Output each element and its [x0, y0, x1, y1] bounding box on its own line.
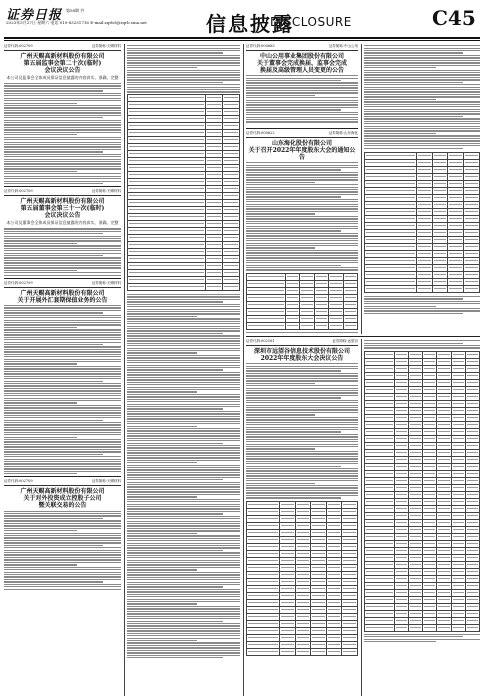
- bottom-left-half: [246, 339, 358, 696]
- section-rule: [246, 128, 358, 129]
- stock-code: 证券代码:002709: [4, 280, 33, 285]
- announcement-header: [4, 281, 121, 288]
- column-divider: [243, 44, 244, 696]
- column-divider: [361, 339, 362, 696]
- announcement-title: 广州天赐高新材料股份有限公司 第五届监事会第二十次(临时) 会议决议公告: [20, 53, 105, 74]
- data-table: [127, 94, 240, 291]
- bottom-right-half: [364, 339, 480, 696]
- announcement-header: [246, 44, 358, 51]
- body-text: [246, 162, 358, 271]
- stock-code: 证券代码:002709: [4, 479, 33, 484]
- stock-name: 证券简称:山东海化: [328, 131, 358, 135]
- edition-label: 第58期 共: [66, 8, 85, 13]
- section-title-en: DISCLOSURE: [270, 15, 352, 29]
- data-table: [364, 351, 480, 632]
- body-text: [127, 45, 240, 93]
- announcement-title: 广州天赐高新材料股份有限公司 第五届董事会第三十一次(临时) 会议决议公告: [20, 198, 105, 220]
- announcement-subtitle: 本公司及董事会全体成员保证信息披露的内容真实、准确、完整: [6, 220, 119, 226]
- column-1: [4, 44, 121, 696]
- data-table: [246, 273, 358, 330]
- column-divider: [124, 44, 125, 696]
- announcement-header: [246, 131, 358, 138]
- bottom-right-block: [246, 339, 480, 696]
- body-text: [246, 75, 358, 123]
- body-text: [246, 332, 358, 334]
- body-text: [246, 363, 358, 498]
- section-rule: [246, 336, 480, 337]
- announcement-title: 中山公用事业集团股份有限公司 关于董事会完成换届、监事会完成 换届及高级管理人员变更的公告: [256, 53, 347, 74]
- column-4-top: [364, 44, 480, 334]
- announcement-subtitle: 本公司及监事会全体成员保证信息披露的内容真实、准确、完整: [6, 75, 119, 80]
- announcement-header: [4, 479, 121, 486]
- stock-code: 证券代码:002709: [4, 44, 33, 48]
- announcement: [4, 281, 121, 475]
- header-rule-thin: [4, 40, 480, 41]
- stock-name: 证券简称:天赐材料: [91, 189, 121, 194]
- body-text: [127, 294, 240, 658]
- announcement-title: 广州天赐高新材料股份有限公司 关于对外投资成立控股子公司 暨关联交易的公告: [20, 488, 105, 510]
- page-number: C45: [432, 6, 476, 30]
- section-title-cn: 信息披露: [206, 12, 294, 36]
- header-rule: [4, 37, 480, 39]
- data-table: [364, 152, 480, 293]
- body-text: [364, 634, 480, 643]
- announcement-header: [4, 44, 121, 51]
- announcement: [4, 479, 121, 589]
- column-2: [127, 44, 240, 696]
- announcement: [4, 44, 121, 184]
- body-text: [4, 305, 121, 474]
- body-text: [4, 511, 121, 590]
- announcement-title: 山东海化股份有限公司 关于召开2022年年度股东大会的通知公告: [248, 140, 356, 161]
- stock-code: 证券代码:000685: [246, 44, 275, 48]
- stock-name: 证券简称:天赐材料: [91, 44, 121, 48]
- stock-code: 证券代码:000822: [246, 131, 275, 135]
- stock-name: 证券简称:天赐材料: [91, 479, 121, 484]
- stock-code: 证券代码:002709: [4, 189, 33, 194]
- announcement-title: 深圳市远望谷信息技术股份有限公司 2022年年度股东大会决议公告: [253, 348, 350, 362]
- info-line: 2023年5月27日 星期六 电话 010-83251716 E-mail:zqrb9@zqrb.sina.net: [6, 20, 147, 25]
- announcement: [4, 189, 121, 276]
- column-divider: [361, 44, 362, 334]
- announcement-header: [246, 339, 358, 346]
- body-text: [364, 296, 480, 314]
- stock-name: 证券简称:中山公用: [328, 44, 358, 48]
- stock-code: 证券代码:002161: [246, 339, 275, 343]
- stock-name: 证券简称:天赐材料: [91, 280, 121, 285]
- data-table: [246, 501, 358, 656]
- body-text: [364, 45, 480, 149]
- body-text: [4, 83, 121, 184]
- column-3-top: [246, 44, 358, 126]
- column-3-middle: [246, 131, 358, 334]
- body-text: [364, 340, 480, 349]
- body-text: [4, 228, 121, 276]
- announcement-header: [4, 189, 121, 196]
- stock-name: 证券简称:远望谷: [332, 339, 358, 343]
- announcement-title: 广州天赐高新材料股份有限公司 关于开展外汇套期保值业务的公告: [17, 289, 108, 304]
- newspaper-logo: 证券日报: [6, 8, 63, 23]
